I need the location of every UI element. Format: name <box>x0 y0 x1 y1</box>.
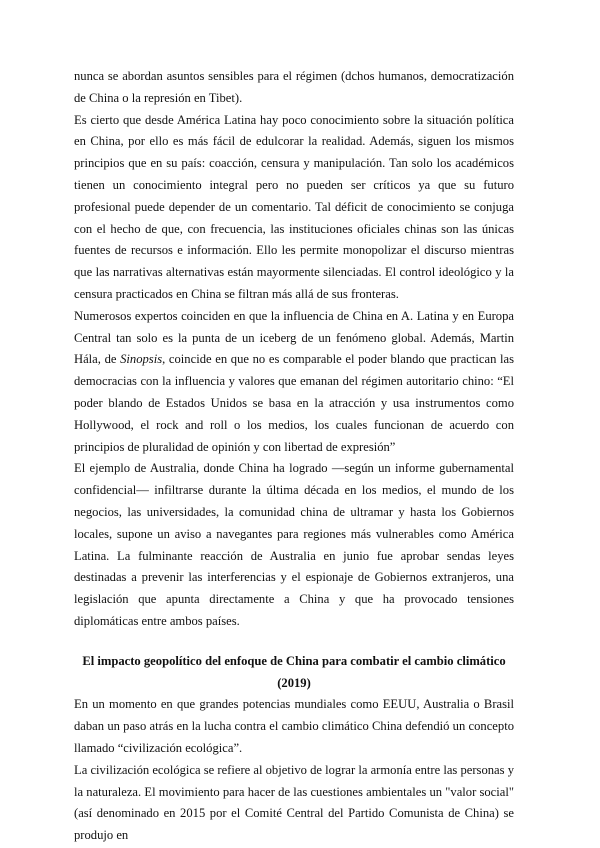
document-page <box>74 66 514 847</box>
paragraph-ecological-civilization: La civilización ecológica se refiere al objetivo de lograr la armonía entre las personas y la naturaleza. El movimiento para hacer de las cuestiones ambientales un "valor social" (así denominado en 2015 por el Comité Central del Partido Comunista de China) se produjo en <box>74 762 514 843</box>
paragraph-soft-power-before: Numerosos expertos coinciden en que la influencia de China en A. Latina y en Europa Central tan solo es la punta de un iceberg de un fenómeno global. Además, Martin Hála, de <box>74 308 514 367</box>
paragraph-australia-example: El ejemplo de Australia, donde China ha logrado —según un informe gubernamental confidencial— infiltrarse durante la última década en los medios, el mundo de los negocios, las universidades, la comunidad china de ultramar y hasta los Gobiernos locales, supone un aviso a navegantes para regiones más vulnerables como América Latina. La fulminante reacción de Australia en junio fue aprobar sendas leyes destinadas a prevenir las interferencias y el espionaje de Gobiernos extranjeros, una legislación que apunta directamente a China y que ha provocado tensiones diplomáticas entre ambos países. <box>74 461 514 628</box>
paragraph-climate-intro: En un momento en que grandes potencias mundiales como EEUU, Australia o Brasil daban un paso atrás en la lucha contra el cambio climático China defendió un concepto llamado “civilización ecológica”. <box>74 697 514 755</box>
paragraph-latin-america-knowledge: Es cierto que desde América Latina hay poco conocimiento sobre la situación política en China, por ello es más fácil de edulcorar la realidad. Además, siguen los mismos principios que en su país: coacción, censura y manipulación. Tan solo los académicos tienen un conocimiento integral pero no pueden ser críticos ya que su futuro profesional puede depender de un comentario. Tal déficit de conocimiento se conjuga con el hecho de que, con frecuencia, las instituciones oficiales chinas son las únicas fuentes de recursos e información. Ello les permite monopolizar el discurso mientras que las narrativas alternativas están mayormente silenciadas. El control ideológico y la censura practicados en China se filtran más allá de sus fronteras. <box>74 112 514 301</box>
paragraph-continuation: nunca se abordan asuntos sensibles para el régimen (dchos humanos, democratización de China o la represión en Tibet). <box>74 69 514 105</box>
sinopsis-italic: Sinopsis <box>120 352 163 367</box>
paragraph-soft-power-after: , coincide en que no es comparable el poder blando que practican las democracias con la influencia y valores que emanan del régimen autoritario chino: “El poder blando de Estados Unidos se basa en la atracción y usa instrumentos como Hollywood, el rock and roll o los medios, los cuales funcionan de acuerdo con principios de pluralidad de opinión y con libertad de expresión” <box>74 352 515 454</box>
paragraph-soft-power <box>74 306 514 459</box>
section-heading: El impacto geopolítico del enfoque de China para combatir el cambio climático (2019) <box>82 653 506 690</box>
